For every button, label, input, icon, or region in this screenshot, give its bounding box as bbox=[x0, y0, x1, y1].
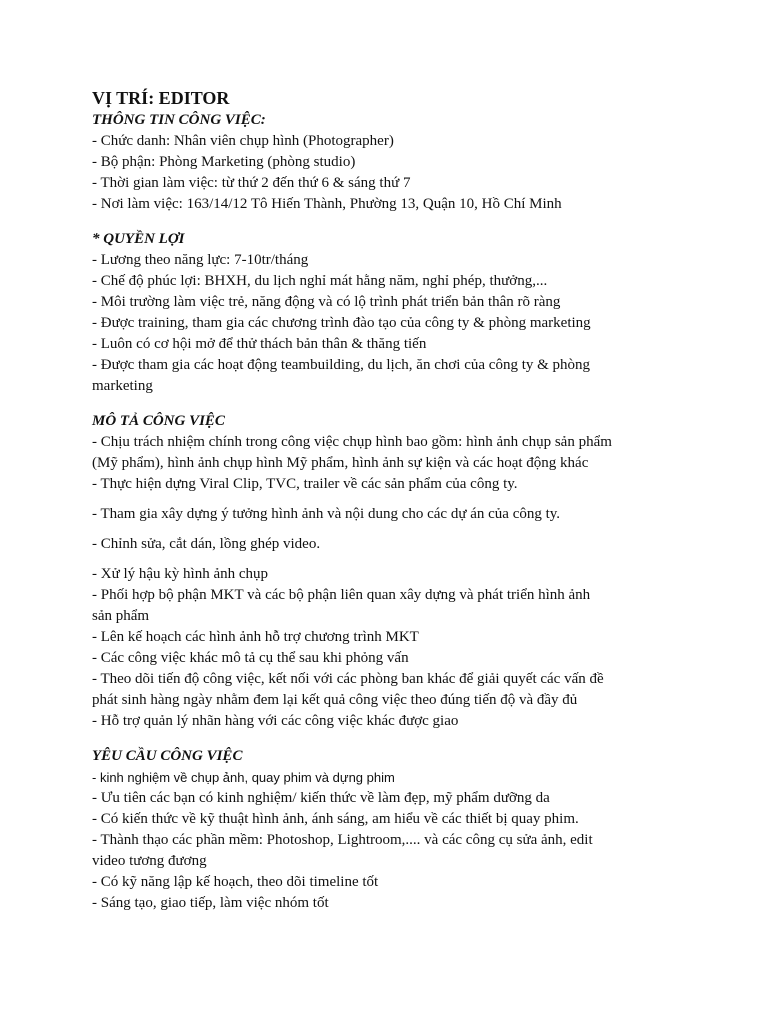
description-line: - Tham gia xây dựng ý tưởng hình ảnh và nội dung cho các dự án của công ty. bbox=[92, 506, 561, 522]
benefit-line: - Luôn có cơ hội mở để thử thách bản thân & thăng tiến bbox=[92, 336, 427, 352]
info-line: - Nơi làm việc: 163/14/12 Tô Hiến Thành, Phường 13, Quận 10, Hồ Chí Minh bbox=[92, 196, 562, 212]
requirement-line: - Thành thạo các phần mềm: Photoshop, Lightroom,.... và các công cụ sửa ảnh, edit bbox=[92, 832, 593, 848]
description-line: - Xử lý hậu kỳ hình ảnh chụp bbox=[92, 566, 269, 582]
section-heading-info: THÔNG TIN CÔNG VIỆC: bbox=[92, 112, 266, 128]
section-spacer bbox=[92, 215, 692, 229]
info-line: - Chức danh: Nhân viên chụp hình (Photographer) bbox=[92, 133, 394, 149]
benefit-line: - Môi trường làm việc trẻ, năng động và có lộ trình phát triển bản thân rõ ràng bbox=[92, 294, 561, 310]
requirement-line: - kinh nghiệm về chụp ảnh, quay phim và dựng phim bbox=[92, 770, 395, 785]
description-line: phát sinh hàng ngày nhằm đem lại kết quả công việc theo đúng tiến độ và đầy đủ bbox=[92, 692, 578, 708]
benefit-line: - Được training, tham gia các chương trình đào tạo của công ty & phòng marketing bbox=[92, 315, 591, 331]
requirement-line: - Sáng tạo, giao tiếp, làm việc nhóm tốt bbox=[92, 895, 329, 911]
document-body bbox=[92, 86, 692, 914]
description-line: - Chịu trách nhiệm chính trong công việc chụp hình bao gồm: hình ảnh chụp sản phẩm bbox=[92, 434, 612, 450]
description-line: - Hỗ trợ quản lý nhãn hàng với các công việc khác được giao bbox=[92, 713, 459, 729]
requirement-line: - Có kỹ năng lập kế hoạch, theo dõi timeline tốt bbox=[92, 874, 379, 890]
section-heading-description: MÔ TẢ CÔNG VIỆC bbox=[92, 413, 225, 429]
section-heading-requirements: YÊU CẦU CÔNG VIỆC bbox=[92, 748, 243, 764]
benefit-line: marketing bbox=[92, 378, 153, 394]
info-line: - Thời gian làm việc: từ thứ 2 đến thứ 6 & sáng thứ 7 bbox=[92, 175, 411, 191]
description-line: - Lên kế hoạch các hình ảnh hỗ trợ chương trình MKT bbox=[92, 629, 419, 645]
section-spacer bbox=[92, 397, 692, 411]
benefit-line: - Lương theo năng lực: 7-10tr/tháng bbox=[92, 252, 309, 268]
paragraph-spacer bbox=[92, 555, 692, 564]
section-spacer bbox=[92, 732, 692, 746]
description-line: (Mỹ phẩm), hình ảnh chụp hình Mỹ phẩm, hình ảnh sự kiện và các hoạt động khác bbox=[92, 455, 589, 471]
paragraph-spacer bbox=[92, 525, 692, 534]
requirement-line: video tương đương bbox=[92, 853, 207, 869]
paragraph-spacer bbox=[92, 495, 692, 504]
requirement-line: - Có kiến thức về kỹ thuật hình ảnh, ánh sáng, am hiểu về các thiết bị quay phim. bbox=[92, 811, 579, 827]
info-line: - Bộ phận: Phòng Marketing (phòng studio) bbox=[92, 154, 356, 170]
benefit-line: - Chế độ phúc lợi: BHXH, du lịch nghỉ mát hằng năm, nghỉ phép, thưởng,... bbox=[92, 273, 548, 289]
description-line: - Thực hiện dựng Viral Clip, TVC, trailer về các sản phẩm của công ty. bbox=[92, 476, 518, 492]
requirement-line: - Ưu tiên các bạn có kinh nghiệm/ kiến thức về làm đẹp, mỹ phẩm dưỡng da bbox=[92, 790, 550, 806]
section-heading-benefits: * QUYỀN LỢI bbox=[92, 231, 185, 247]
benefit-line: - Được tham gia các hoạt động teambuilding, du lịch, ăn chơi của công ty & phòng bbox=[92, 357, 591, 373]
description-line: sản phẩm bbox=[92, 608, 150, 624]
page-title: VỊ TRÍ: EDITOR bbox=[92, 88, 230, 108]
description-line: - Chỉnh sửa, cắt dán, lồng ghép video. bbox=[92, 536, 321, 552]
description-line: - Phối hợp bộ phận MKT và các bộ phận liên quan xây dựng và phát triển hình ảnh bbox=[92, 587, 591, 603]
description-line: - Các công việc khác mô tả cụ thể sau khi phỏng vấn bbox=[92, 650, 409, 666]
description-line: - Theo dõi tiến độ công việc, kết nối với các phòng ban khác để giải quyết các vấn đề bbox=[92, 671, 604, 687]
